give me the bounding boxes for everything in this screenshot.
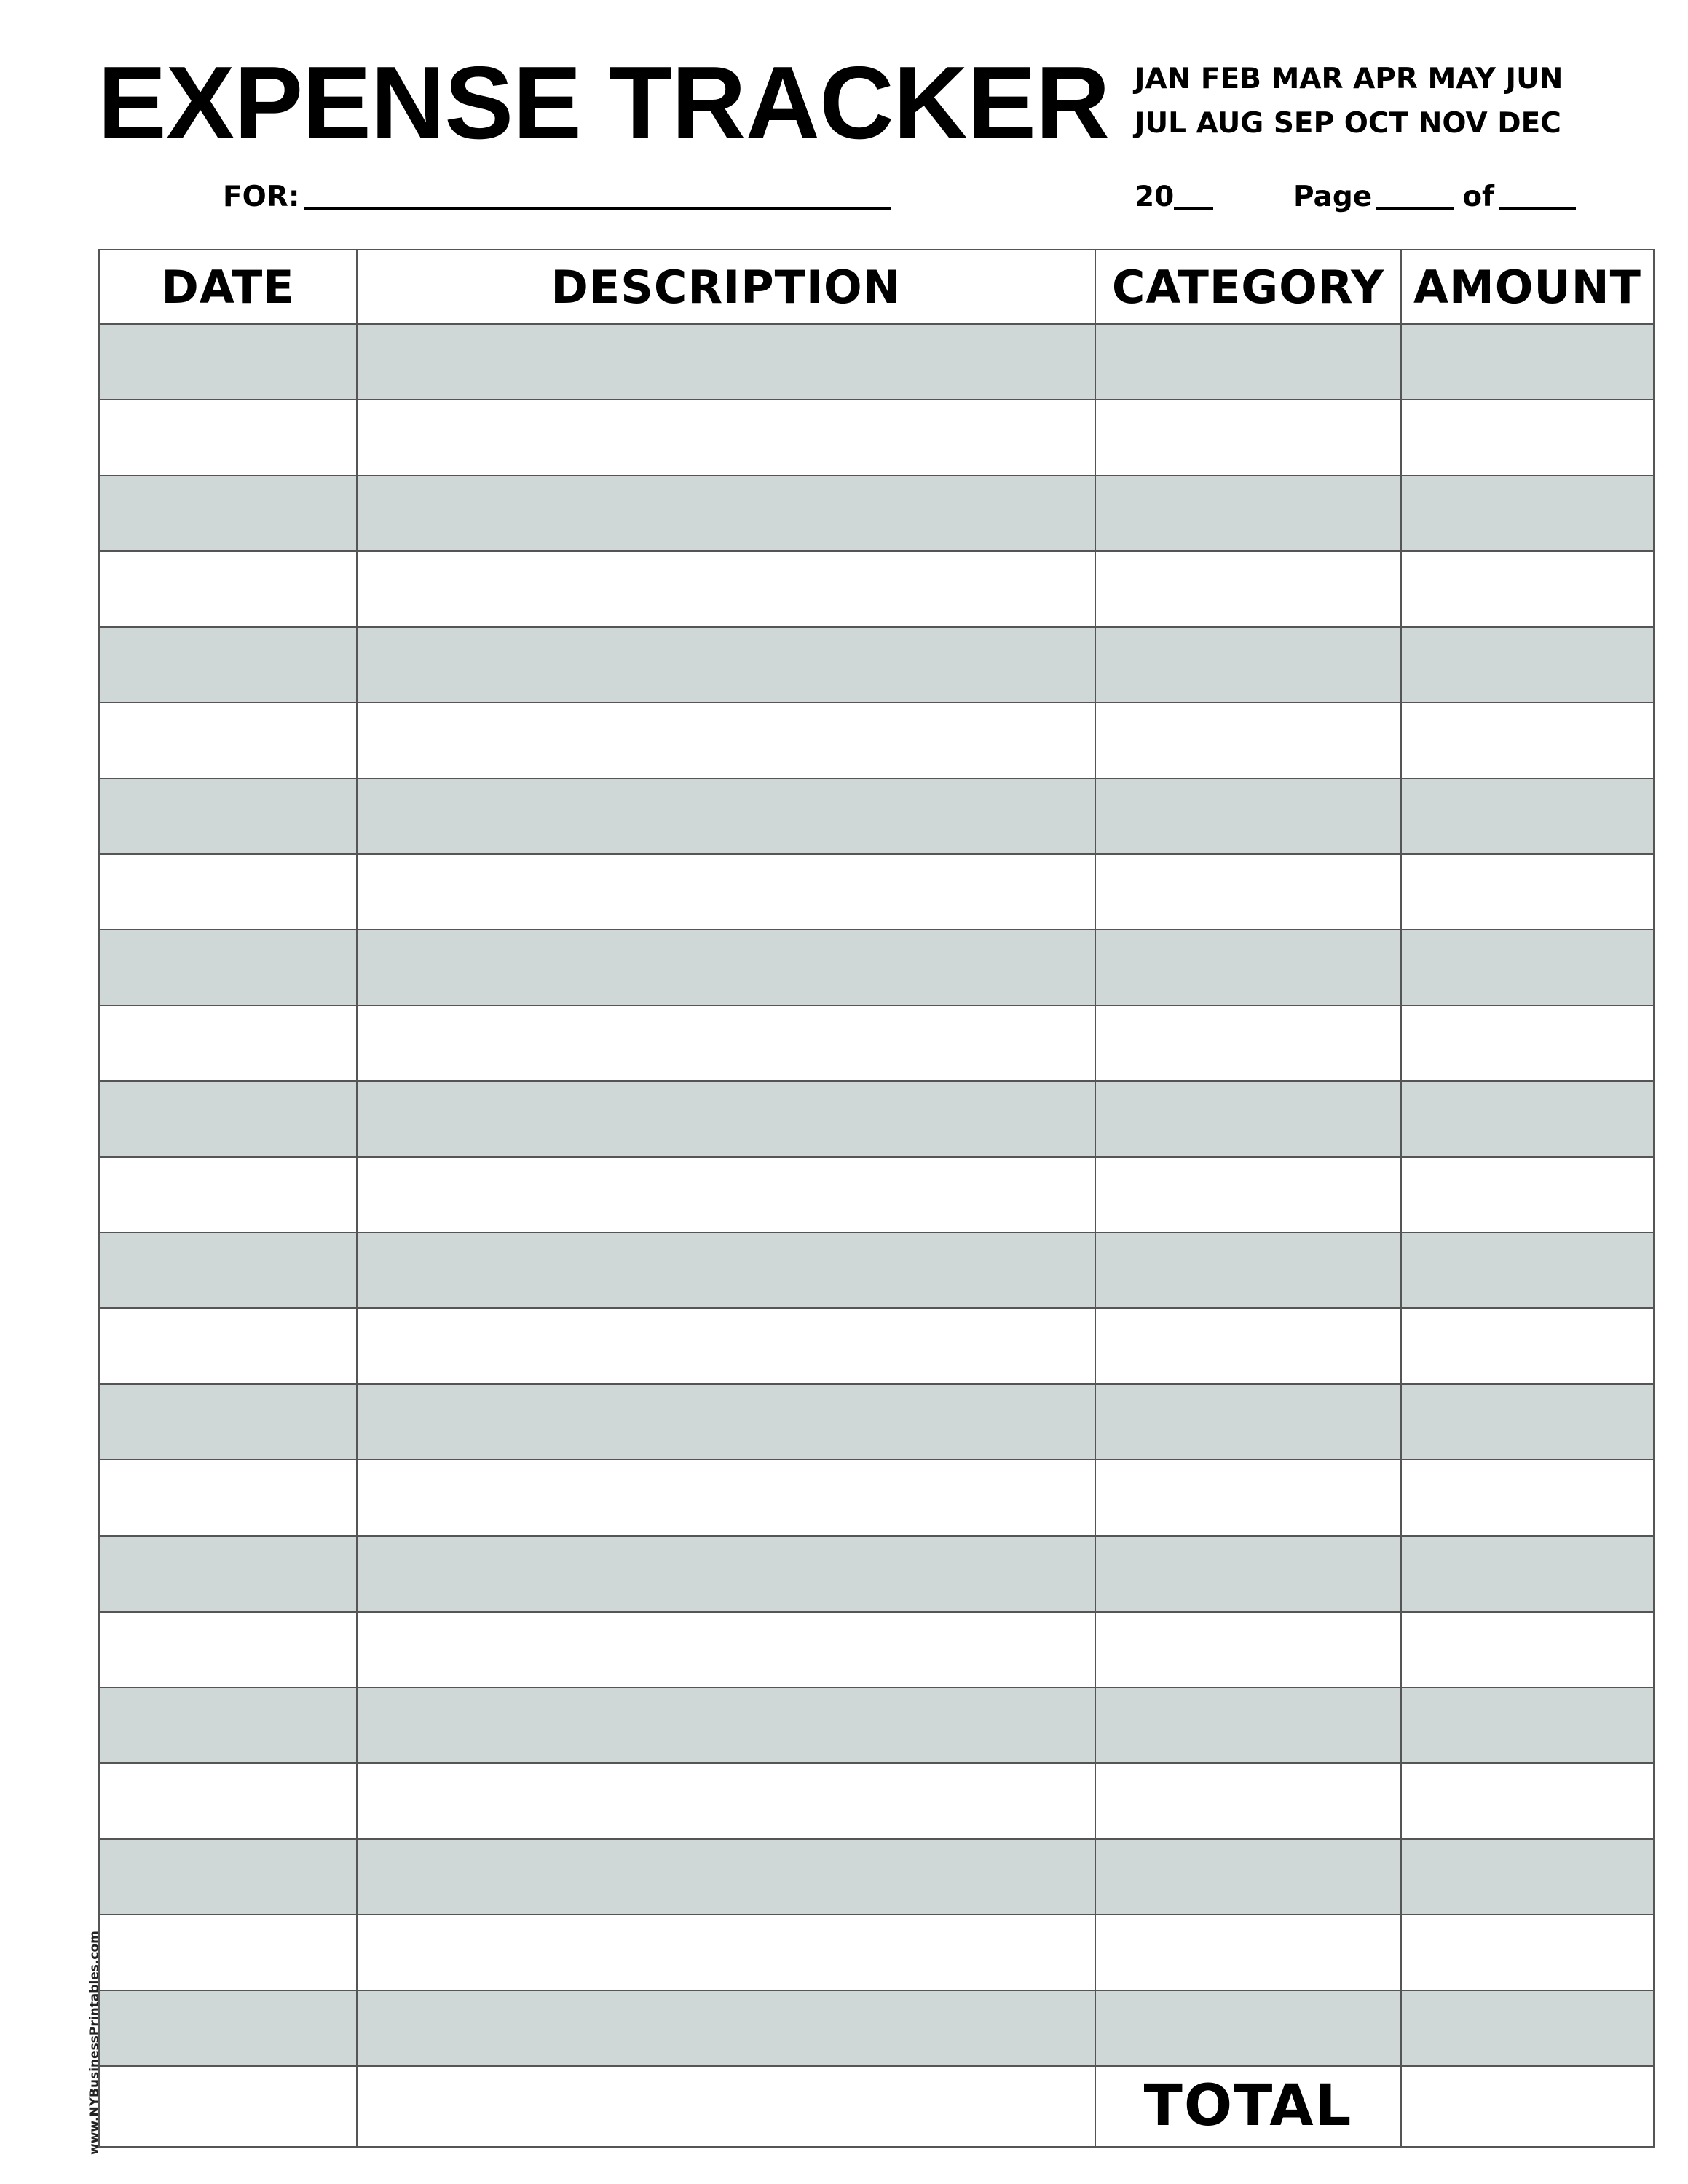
table-row xyxy=(99,854,1654,930)
of-label: of xyxy=(1462,181,1494,213)
year-field xyxy=(1135,180,1213,215)
total-label: TOTAL xyxy=(1095,2066,1401,2147)
date-cell[interactable] xyxy=(99,1915,357,1990)
total-amount-cell[interactable] xyxy=(1401,2066,1654,2147)
category-cell[interactable] xyxy=(1095,1157,1401,1233)
for-blank-line[interactable] xyxy=(304,207,891,210)
category-cell[interactable] xyxy=(1095,1460,1401,1535)
date-cell[interactable] xyxy=(99,1460,357,1535)
amount-cell[interactable] xyxy=(1401,324,1654,400)
amount-cell[interactable] xyxy=(1401,1990,1654,2066)
description-cell[interactable] xyxy=(357,551,1095,627)
description-cell[interactable] xyxy=(357,930,1095,1005)
category-cell[interactable] xyxy=(1095,854,1401,930)
amount-cell[interactable] xyxy=(1401,1384,1654,1460)
category-cell[interactable] xyxy=(1095,1308,1401,1384)
description-cell[interactable] xyxy=(357,1157,1095,1233)
table-row xyxy=(99,778,1654,854)
date-cell[interactable] xyxy=(99,1612,357,1688)
description-cell[interactable] xyxy=(357,1308,1095,1384)
description-cell[interactable] xyxy=(357,1460,1095,1535)
category-cell[interactable] xyxy=(1095,1536,1401,1612)
category-cell[interactable] xyxy=(1095,551,1401,627)
table-row xyxy=(99,703,1654,778)
page-total-blank-line[interactable] xyxy=(1499,207,1576,210)
description-cell[interactable] xyxy=(357,854,1095,930)
year-blank-line[interactable] xyxy=(1174,207,1213,210)
amount-cell[interactable] xyxy=(1401,627,1654,703)
date-cell[interactable] xyxy=(99,1081,357,1157)
category-cell[interactable] xyxy=(1095,703,1401,778)
amount-cell[interactable] xyxy=(1401,475,1654,551)
table-row xyxy=(99,324,1654,400)
page-label: Page xyxy=(1293,181,1373,213)
category-cell[interactable] xyxy=(1095,1839,1401,1915)
amount-cell[interactable] xyxy=(1401,1308,1654,1384)
table-row xyxy=(99,1990,1654,2066)
category-cell[interactable] xyxy=(1095,1081,1401,1157)
amount-cell[interactable] xyxy=(1401,1688,1654,1763)
date-cell[interactable] xyxy=(99,400,357,475)
table-row xyxy=(99,551,1654,627)
category-cell[interactable] xyxy=(1095,400,1401,475)
year-prefix: 20 xyxy=(1135,181,1175,213)
description-cell[interactable] xyxy=(357,2066,1095,2147)
date-cell[interactable] xyxy=(99,551,357,627)
table-row xyxy=(99,400,1654,475)
amount-cell[interactable] xyxy=(1401,1612,1654,1688)
category-cell[interactable] xyxy=(1095,1384,1401,1460)
description-cell[interactable] xyxy=(357,400,1095,475)
description-cell[interactable] xyxy=(357,703,1095,778)
description-cell[interactable] xyxy=(357,1536,1095,1612)
date-cell[interactable] xyxy=(99,1763,357,1839)
date-cell[interactable] xyxy=(99,475,357,551)
category-cell[interactable] xyxy=(1095,1990,1401,2066)
amount-cell[interactable] xyxy=(1401,1839,1654,1915)
category-cell[interactable] xyxy=(1095,1005,1401,1081)
month-list-row-1: JAN FEB MAR APR MAY JUN xyxy=(1135,63,1563,95)
description-cell[interactable] xyxy=(357,1839,1095,1915)
date-cell[interactable] xyxy=(99,324,357,400)
page-title: EXPENSE TRACKER xyxy=(98,45,1110,161)
amount-cell[interactable] xyxy=(1401,854,1654,930)
table-row xyxy=(99,1915,1654,1990)
page-number-blank-line[interactable] xyxy=(1376,207,1454,210)
amount-cell[interactable] xyxy=(1401,1005,1654,1081)
amount-cell[interactable] xyxy=(1401,1460,1654,1535)
table-row xyxy=(99,1612,1654,1688)
table-row xyxy=(99,1233,1654,1308)
amount-cell[interactable] xyxy=(1401,551,1654,627)
category-cell[interactable] xyxy=(1095,1688,1401,1763)
amount-cell[interactable] xyxy=(1401,1536,1654,1612)
table-row xyxy=(99,1081,1654,1157)
date-cell[interactable] xyxy=(99,1839,357,1915)
amount-cell[interactable] xyxy=(1401,703,1654,778)
date-cell[interactable] xyxy=(99,778,357,854)
date-cell[interactable] xyxy=(99,1384,357,1460)
month-list-row-2: JUL AUG SEP OCT NOV DEC xyxy=(1135,107,1561,140)
table-row xyxy=(99,1005,1654,1081)
date-cell[interactable] xyxy=(99,1157,357,1233)
amount-cell[interactable] xyxy=(1401,1081,1654,1157)
amount-cell[interactable] xyxy=(1401,778,1654,854)
table-row xyxy=(99,1384,1654,1460)
description-cell[interactable] xyxy=(357,1081,1095,1157)
description-cell[interactable] xyxy=(357,627,1095,703)
description-cell[interactable] xyxy=(357,1612,1095,1688)
date-cell[interactable] xyxy=(99,1990,357,2066)
category-cell[interactable] xyxy=(1095,778,1401,854)
date-cell[interactable] xyxy=(99,1005,357,1081)
table-row xyxy=(99,930,1654,1005)
amount-cell[interactable] xyxy=(1401,1915,1654,1990)
description-cell[interactable] xyxy=(357,1384,1095,1460)
for-field xyxy=(223,180,891,215)
category-cell[interactable] xyxy=(1095,1763,1401,1839)
table-row xyxy=(99,1536,1654,1612)
page-field xyxy=(1293,180,1576,215)
amount-cell[interactable] xyxy=(1401,400,1654,475)
table-row xyxy=(99,1308,1654,1384)
date-cell[interactable] xyxy=(99,854,357,930)
category-cell[interactable] xyxy=(1095,930,1401,1005)
date-cell[interactable] xyxy=(99,1536,357,1612)
table-row xyxy=(99,1839,1654,1915)
category-cell[interactable] xyxy=(1095,627,1401,703)
date-cell[interactable] xyxy=(99,1688,357,1763)
date-cell[interactable] xyxy=(99,1233,357,1308)
date-cell[interactable] xyxy=(99,703,357,778)
table-header-row xyxy=(99,250,1654,324)
table-row xyxy=(99,1157,1654,1233)
description-cell[interactable] xyxy=(357,475,1095,551)
for-label: FOR: xyxy=(223,181,300,213)
amount-cell[interactable] xyxy=(1401,930,1654,1005)
description-cell[interactable] xyxy=(357,1005,1095,1081)
amount-cell[interactable] xyxy=(1401,1233,1654,1308)
category-cell[interactable] xyxy=(1095,475,1401,551)
table-row xyxy=(99,1763,1654,1839)
table-body xyxy=(99,324,1654,2147)
table-row xyxy=(99,1460,1654,1535)
table-row xyxy=(99,475,1654,551)
description-cell[interactable] xyxy=(357,1990,1095,2066)
description-cell[interactable] xyxy=(357,1763,1095,1839)
description-cell[interactable] xyxy=(357,1233,1095,1308)
date-cell[interactable] xyxy=(99,1308,357,1384)
amount-cell[interactable] xyxy=(1401,1157,1654,1233)
column-header-amount: AMOUNT xyxy=(1401,250,1654,324)
expense-table xyxy=(98,249,1655,2148)
category-cell[interactable] xyxy=(1095,324,1401,400)
column-header-description: DESCRIPTION xyxy=(357,250,1095,324)
category-cell[interactable] xyxy=(1095,1915,1401,1990)
website-credit: www.NYBusinessPrintables.com xyxy=(87,1931,102,2155)
description-cell[interactable] xyxy=(357,1688,1095,1763)
category-cell[interactable] xyxy=(1095,1233,1401,1308)
description-cell[interactable] xyxy=(357,778,1095,854)
category-cell[interactable] xyxy=(1095,1612,1401,1688)
date-cell[interactable] xyxy=(99,930,357,1005)
column-header-category: CATEGORY xyxy=(1095,250,1401,324)
date-cell[interactable] xyxy=(99,2066,357,2147)
amount-cell[interactable] xyxy=(1401,1763,1654,1839)
total-row xyxy=(99,2066,1654,2147)
table-row xyxy=(99,1688,1654,1763)
description-cell[interactable] xyxy=(357,1915,1095,1990)
column-header-date: DATE xyxy=(99,250,357,324)
date-cell[interactable] xyxy=(99,627,357,703)
table-row xyxy=(99,627,1654,703)
description-cell[interactable] xyxy=(357,324,1095,400)
